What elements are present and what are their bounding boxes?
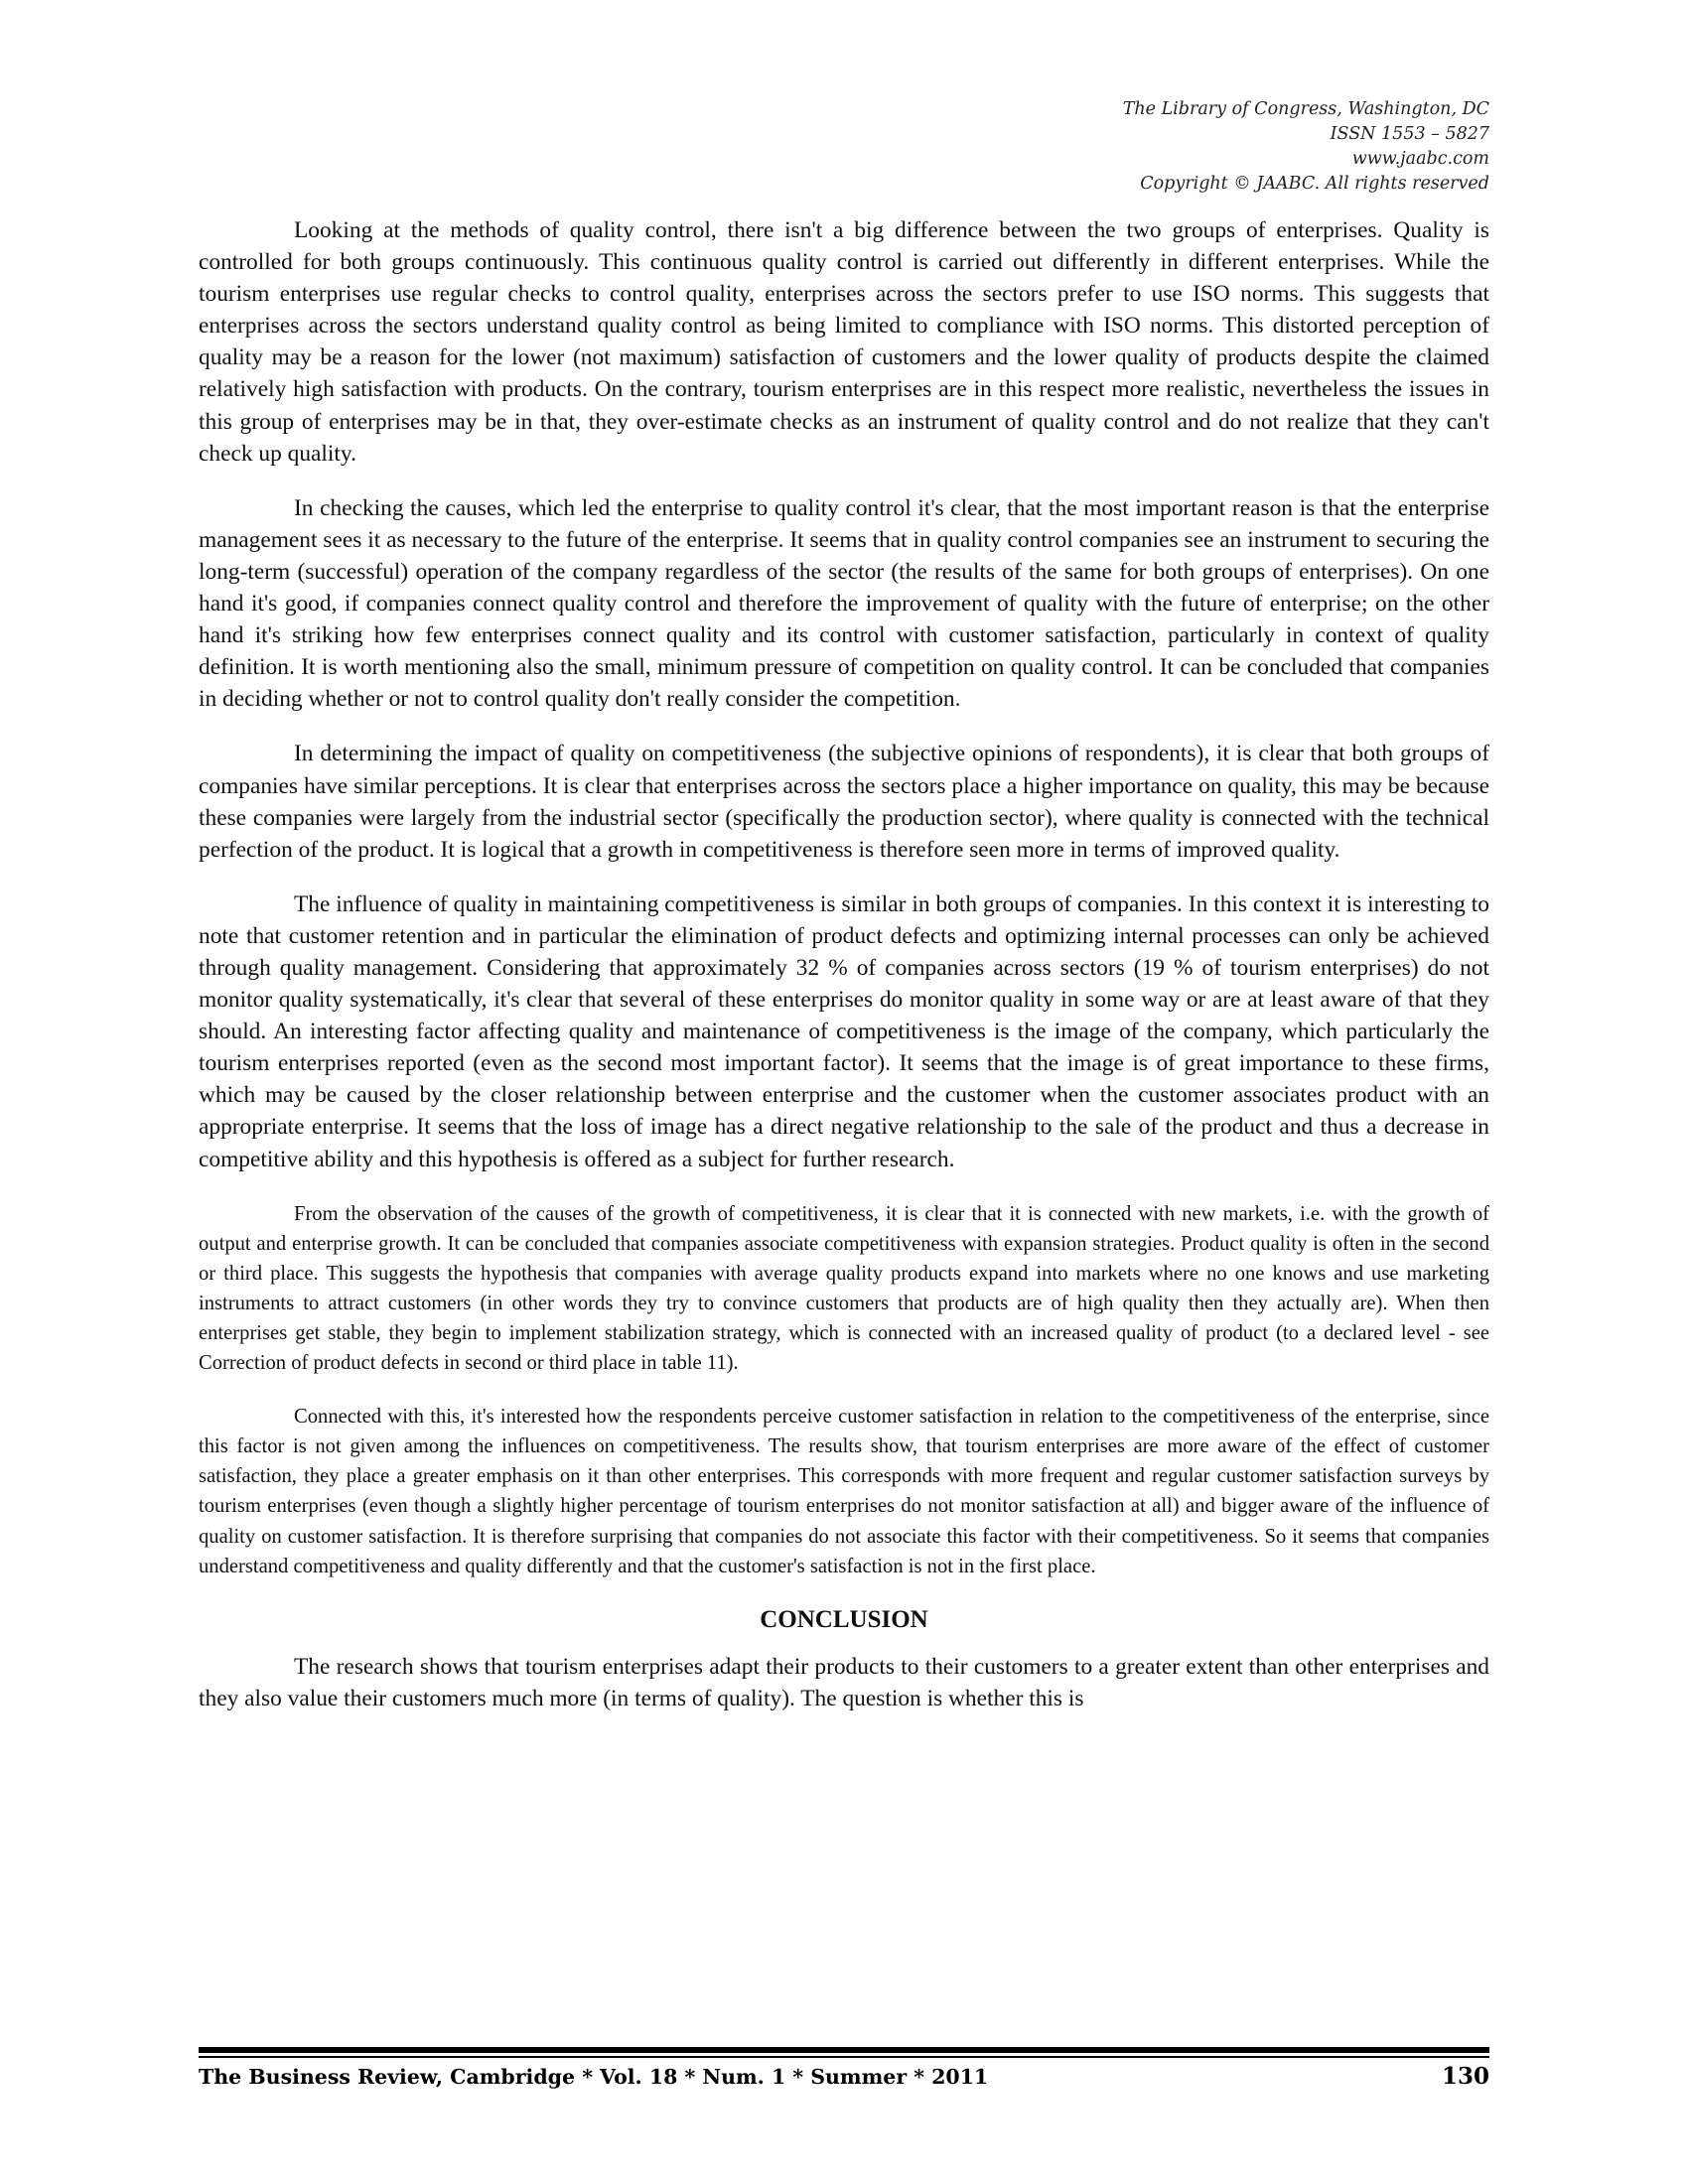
paragraph-customer-satisfaction: Connected with this, it's interested how the respondents perceive customer satisfaction in relation to the competitiveness of the enterprise, since this factor is not given among the influences on competitiveness. The results show, that tourism enterprises are more aware of the effect of customer satisfaction, they place a greater emphasis on it than other enterprises. This corresponds with more frequent and regular customer satisfaction surveys by tourism enterprises (even though a slightly higher percentage of tourism enterprises do not monitor satisfaction at all) and bigger aware of the influence of quality on customer satisfaction. It is therefore surprising that companies do not associate this factor with their competitiveness. So it seems that companies understand competitiveness and quality differently and that the customer's satisfaction is not in the first place.: [199, 1406, 1489, 1577]
journal-header: [794, 97, 1489, 197]
page-number: 130: [1441, 2063, 1489, 2090]
paragraph-causes-of-quality-control: In checking the causes, which led the enterprise to quality control it's clear, that the most important reason is that the enterprise management sees it as necessary to the future of the enterprise. It seems that in quality control companies see an instrument to securing the long-term (successful) operation of the company regardless of the sector (the results of the same for both groups of enterprises). On one hand it's good, if companies connect quality control and therefore the improvement of quality with the future of enterprise; on the other hand it's striking how few enterprises connect quality and its control with customer satisfaction, particularly in context of quality definition. It is worth mentioning also the small, minimum pressure of competition on quality control. It can be concluded that companies in deciding whether or not to control quality don't really consider the competition.: [199, 494, 1489, 713]
conclusion-heading: CONCLUSION: [760, 1605, 928, 1633]
paragraph-conclusion: The research shows that tourism enterprises adapt their products to their customers to a greater extent than other enterprises and they also value their customers much more (in terms of quality). The question is whether this is: [199, 1653, 1489, 1711]
paragraph-impact-on-competitiveness: In determining the impact of quality on competitiveness (the subjective opinions of respondents), it is clear that both groups of companies have similar perceptions. It is clear that enterprises across the sectors place a higher importance on quality, this may be because these companies were largely from the industrial sector (specifically the production sector), where quality is connected with the technical perfection of the product. It is logical that a growth in competitiveness is therefore seen more in terms of improved quality.: [199, 741, 1489, 863]
footer-rule-thick: [199, 2047, 1489, 2053]
paragraph-maintaining-competitiveness: The influence of quality in maintaining competitiveness is similar in both groups of companies. In this context it is interesting to note that customer retention and in particular the elimination of product defects and optimizing internal processes can only be achieved through quality management. Considering that approximately 32 % of companies across sectors (19 % of tourism enterprises) do not monitor quality systematically, it's clear that several of these enterprises do monitor quality in some way or are at least aware of that they should. An interesting factor affecting quality and maintenance of competitiveness is the image of the company, which particularly the tourism enterprises reported (even as the second most important factor). It seems that the image is of great importance to these firms, which may be caused by the closer relationship between enterprise and the customer when the customer associates product with an appropriate enterprise. It seems that the loss of image has a direct negative relationship to the sale of the product and thus a decrease in competitive ability and this hypothesis is offered as a subject for further research.: [199, 890, 1489, 1172]
header-issn-line: ISSN 1553 – 5827: [1330, 124, 1489, 144]
footer-rule-thin: [199, 2056, 1489, 2058]
header-copyright-line: Copyright © JAABC. All rights reserved: [1140, 174, 1489, 194]
article-body: [199, 214, 1489, 1714]
header-library-line: The Library of Congress, Washington, DC: [1122, 99, 1489, 119]
footer-journal-citation: The Business Review, Cambridge * Vol. 18 * Num. 1 * Summer * 2011: [199, 2065, 989, 2089]
paragraph-quality-control-methods: Looking at the methods of quality control, there isn't a big difference between the two groups of enterprises. Quality is controlled for both groups continuously. This continuous quality control is carried out differently in different enterprises. While the tourism enterprises use regular checks to control quality, enterprises across the sectors prefer to use ISO norms. This suggests that enterprises across the sectors understand quality control as being limited to compliance with ISO norms. This distorted perception of quality may be a reason for the lower (not maximum) satisfaction of customers and the lower quality of products despite the claimed relatively high satisfaction with products. On the contrary, tourism enterprises are in this respect more realistic, nevertheless the issues in this group of enterprises may be in that, they over-estimate checks as an instrument of quality control and do not realize that they can't check up quality.: [199, 217, 1489, 467]
paragraph-growth-of-competitiveness: From the observation of the causes of the growth of competitiveness, it is clear that it is connected with new markets, i.e. with the growth of output and enterprise growth. It can be concluded that companies associate competitiveness with expansion strategies. Product quality is often in the second or third place. This suggests the hypothesis that companies with average quality products expand into markets where no one knows and use marketing instruments to attract customers (in other words they try to convince customers that products are of high quality then they actually are). When then enterprises get stable, they begin to implement stabilization strategy, which is connected with an increased quality of product (to a declared level - see Correction of product defects in second or third place in table 11).: [199, 1202, 1489, 1375]
header-website-line: www.jaabc.com: [1351, 149, 1489, 169]
